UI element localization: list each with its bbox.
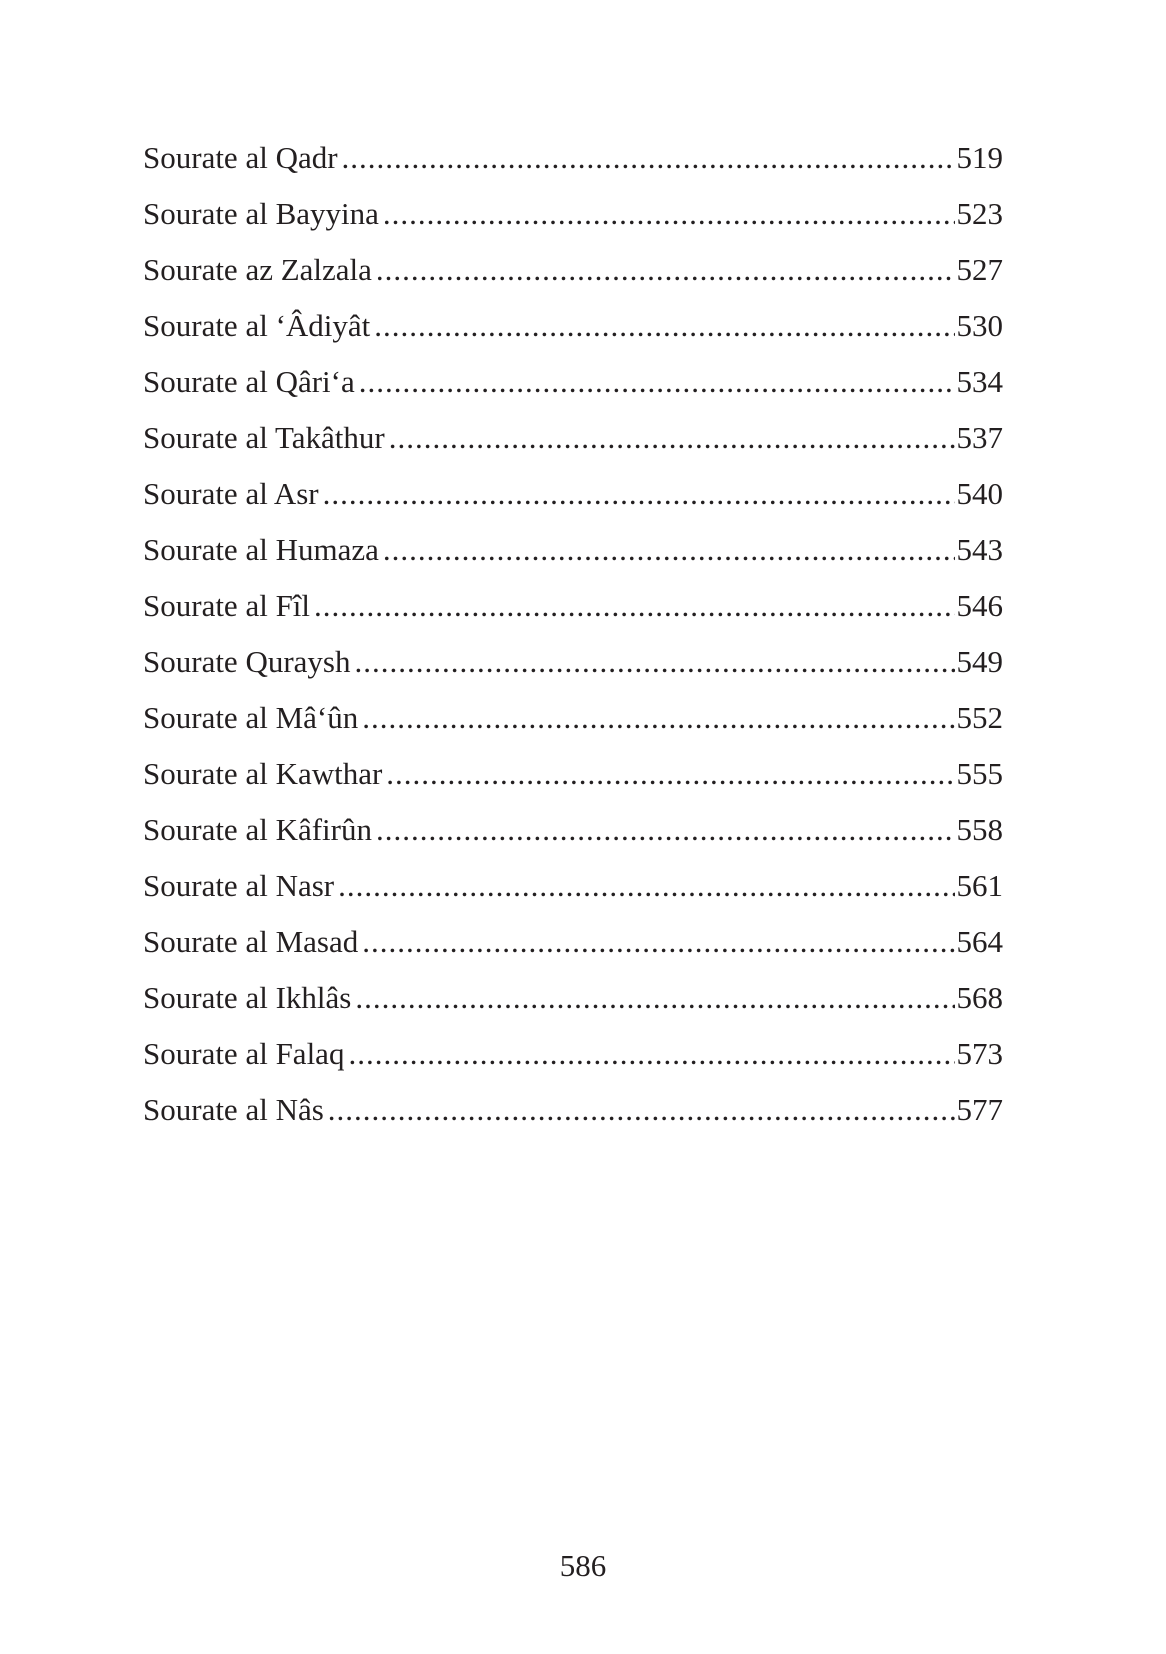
toc-entry-title: Sourate al Nâs <box>143 1082 328 1138</box>
toc-entry-page: 537 <box>955 410 1004 466</box>
toc-entry-title: Sourate al Kâfirûn <box>143 802 376 858</box>
toc-entry-title: Sourate al Asr <box>143 466 323 522</box>
toc-entry[interactable] <box>143 914 1003 970</box>
toc-dot-leader <box>362 914 954 970</box>
toc-dot-leader <box>338 858 954 914</box>
toc-dot-leader <box>376 802 955 858</box>
toc-dot-leader <box>362 690 954 746</box>
toc-dot-leader <box>383 522 955 578</box>
toc-entry-title: Sourate Quraysh <box>143 634 354 690</box>
toc-entry-page: 555 <box>955 746 1004 802</box>
toc-entry-page: 534 <box>955 354 1004 410</box>
toc-entry-page: 564 <box>955 914 1004 970</box>
toc-entry-page: 546 <box>955 578 1004 634</box>
toc-dot-leader <box>389 410 955 466</box>
toc-entry-page: 527 <box>955 242 1004 298</box>
toc-entry[interactable] <box>143 186 1003 242</box>
table-of-contents <box>143 130 1003 1138</box>
toc-dot-leader <box>348 1026 954 1082</box>
toc-entry[interactable] <box>143 858 1003 914</box>
toc-entry[interactable] <box>143 1026 1003 1082</box>
toc-entry-page: 577 <box>955 1082 1004 1138</box>
toc-entry-page: 552 <box>955 690 1004 746</box>
toc-entry-title: Sourate al Ikhlâs <box>143 970 355 1026</box>
toc-entry-title: Sourate al Takâthur <box>143 410 389 466</box>
toc-entry[interactable] <box>143 242 1003 298</box>
toc-dot-leader <box>355 970 954 1026</box>
toc-entry-page: 530 <box>955 298 1004 354</box>
toc-entry-page: 568 <box>955 970 1004 1026</box>
toc-entry-title: Sourate al Qâri‘a <box>143 354 359 410</box>
toc-entry-title: Sourate al Mâ‘ûn <box>143 690 362 746</box>
toc-entry-title: Sourate al Humaza <box>143 522 383 578</box>
toc-entry-title: Sourate al Masad <box>143 914 362 970</box>
toc-dot-leader <box>354 634 954 690</box>
toc-dot-leader <box>386 746 954 802</box>
toc-entry[interactable] <box>143 802 1003 858</box>
toc-entry[interactable] <box>143 522 1003 578</box>
page-number: 586 <box>559 1548 607 1583</box>
toc-entry-page: 558 <box>955 802 1004 858</box>
toc-entry[interactable] <box>143 466 1003 522</box>
toc-dot-leader <box>383 186 955 242</box>
toc-entry-title: Sourate al Kawthar <box>143 746 386 802</box>
toc-entry[interactable] <box>143 130 1003 186</box>
toc-dot-leader <box>342 130 955 186</box>
toc-dot-leader <box>359 354 955 410</box>
toc-entry[interactable] <box>143 354 1003 410</box>
toc-dot-leader <box>314 578 954 634</box>
toc-entry[interactable] <box>143 298 1003 354</box>
toc-entry-title: Sourate az Zalzala <box>143 242 376 298</box>
toc-entry-title: Sourate al Qadr <box>143 130 342 186</box>
toc-dot-leader <box>328 1082 955 1138</box>
toc-entry[interactable] <box>143 578 1003 634</box>
toc-dot-leader <box>376 242 955 298</box>
toc-dot-leader <box>323 466 955 522</box>
toc-entry-title: Sourate al Fîl <box>143 578 314 634</box>
toc-entry-page: 573 <box>955 1026 1004 1082</box>
toc-entry-page: 519 <box>955 130 1004 186</box>
toc-dot-leader <box>374 298 954 354</box>
toc-entry-page: 540 <box>955 466 1004 522</box>
toc-entry-title: Sourate al ‘Âdiyât <box>143 298 374 354</box>
toc-entry[interactable] <box>143 690 1003 746</box>
toc-entry-page: 549 <box>955 634 1004 690</box>
toc-entry[interactable] <box>143 746 1003 802</box>
toc-entry[interactable] <box>143 410 1003 466</box>
toc-entry[interactable] <box>143 634 1003 690</box>
toc-entry-page: 561 <box>955 858 1004 914</box>
toc-entry-title: Sourate al Bayyina <box>143 186 383 242</box>
toc-entry-page: 523 <box>955 186 1004 242</box>
toc-entry[interactable] <box>143 1082 1003 1138</box>
toc-entry-title: Sourate al Falaq <box>143 1026 348 1082</box>
toc-entry[interactable] <box>143 970 1003 1026</box>
toc-entry-title: Sourate al Nasr <box>143 858 338 914</box>
toc-entry-page: 543 <box>955 522 1004 578</box>
